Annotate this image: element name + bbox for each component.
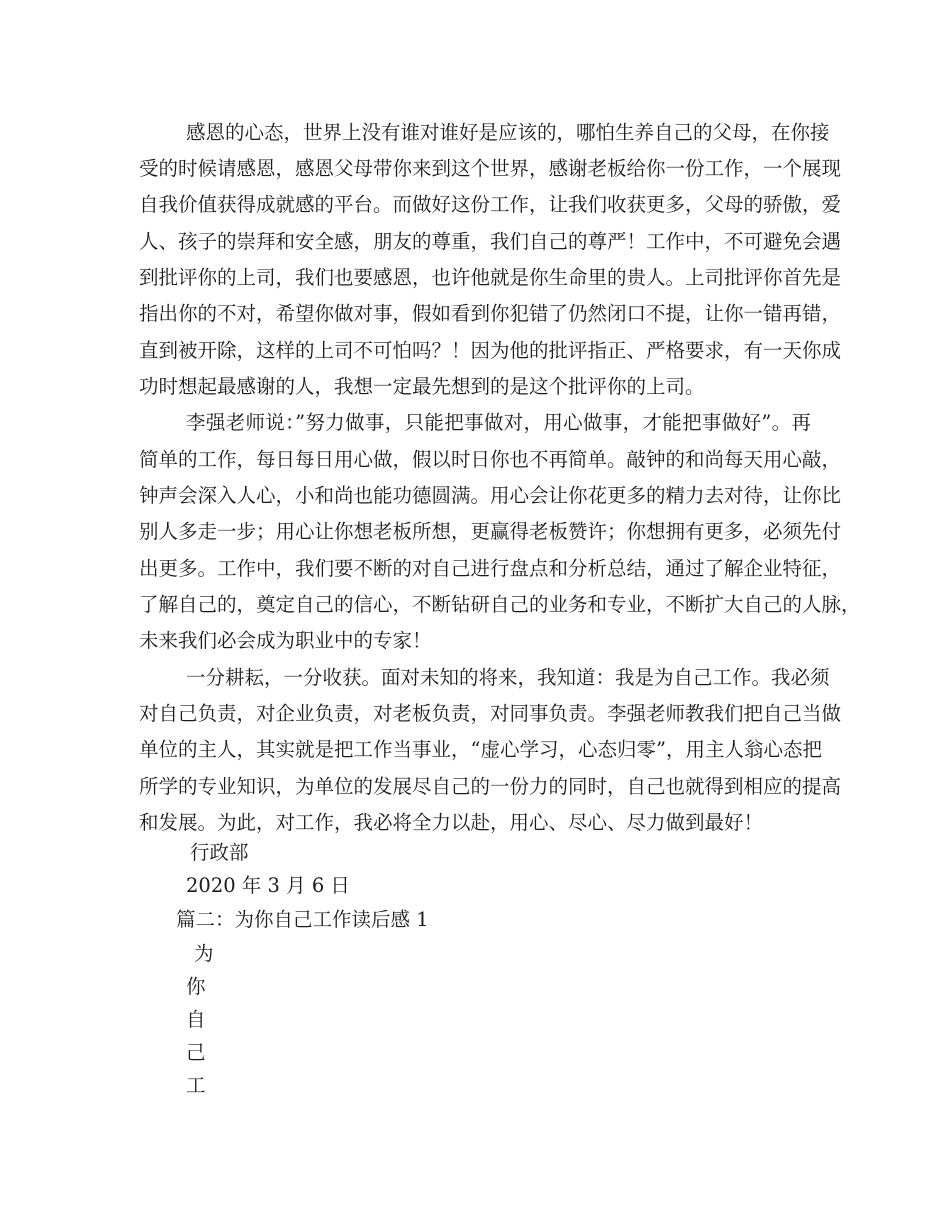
paragraph-line: 指出你的不对，希望你做对事，假如看到你犯错了仍然闭口不提，让你一错再错， [139, 302, 842, 325]
vertical-title-char: 你 [186, 975, 206, 998]
paragraph-line: 受的时候请感恩，感恩父母带你来到这个世界，感谢老板给你一份工作，一个展现 [139, 157, 842, 180]
paragraph-line: 了解自己的，奠定自己的信心，不断钻研自己的业务和专业，不断扩大自己的人脉， [139, 593, 861, 616]
paragraph-line: 别人多走一步；用心让你想老板所想，更赢得老板赞许；你想拥有更多，必须先付 [139, 520, 842, 543]
paragraph-line: 所学的专业知识，为单位的发展尽自己的一份力的同时，自己也就得到相应的提高 [139, 775, 842, 798]
paragraph-line: 感恩的心态，世界上没有谁对谁好是应该的，哪怕生养自己的父母，在你接 [186, 121, 830, 144]
paragraph-line: 到批评你的上司，我们也要感恩，也许他就是你生命里的贵人。上司批评你首先是 [139, 266, 842, 289]
paragraph-line: 简单的工作，每日每日用心做，假以时日你也不再简单。敲钟的和尚每天用心敲， [139, 448, 842, 471]
paragraph-line: 单位的主人，其实就是把工作当事业，“虚心学习，心态归零”，用主人翁心态把 [139, 738, 822, 761]
paragraph-line: 直到被开除，这样的上司不可怕吗？！因为他的批评指正、严格要求，有一天你成 [139, 339, 842, 362]
signature-department: 行政部 [190, 841, 249, 864]
paragraph-line: 钟声会深入人心，小和尚也能功德圆满。用心会让你花更多的精力去对待，让你比 [139, 484, 842, 507]
paragraph-line: 功时想起最感谢的人，我想一定最先想到的是这个批评你的上司。 [139, 375, 705, 398]
paragraph-line: 对自己负责，对企业负责，对老板负责，对同事负责。李强老师教我们把自己当做 [139, 702, 842, 725]
paragraph-line: 和发展。为此，对工作，我必将全力以赴，用心、尽心、尽力做到最好！ [139, 811, 764, 834]
vertical-title-char: 工 [186, 1074, 206, 1097]
paragraph-line: 未来我们必会成为职业中的专家！ [139, 629, 432, 652]
paragraph-line: 自我价值获得成就感的平台。而做好这份工作，让我们收获更多，父母的骄傲，爱 [139, 193, 842, 216]
paragraph-line: 人、孩子的崇拜和安全感，朋友的尊重，我们自己的尊严！工作中，不可避免会遇 [139, 230, 842, 253]
paragraph-line: 一分耕耘，一分收获。面对未知的将来，我知道：我是为自己工作。我必须 [186, 666, 830, 689]
paragraph-line: 李强老师说：”努力做事，只能把事做对，用心做事，才能把事做好”。再 [186, 411, 811, 434]
vertical-title-char: 己 [186, 1041, 206, 1064]
signature-date: 2020 年 3 月 6 日 [186, 874, 350, 897]
section-heading: 篇二：为你自己工作读后感 1 [176, 908, 429, 931]
paragraph-line: 出更多。工作中，我们要不断的对自己进行盘点和分析总结，通过了解企业特征， [139, 557, 842, 580]
vertical-title-char: 自 [186, 1008, 206, 1031]
vertical-title-char: 为 [194, 942, 214, 965]
